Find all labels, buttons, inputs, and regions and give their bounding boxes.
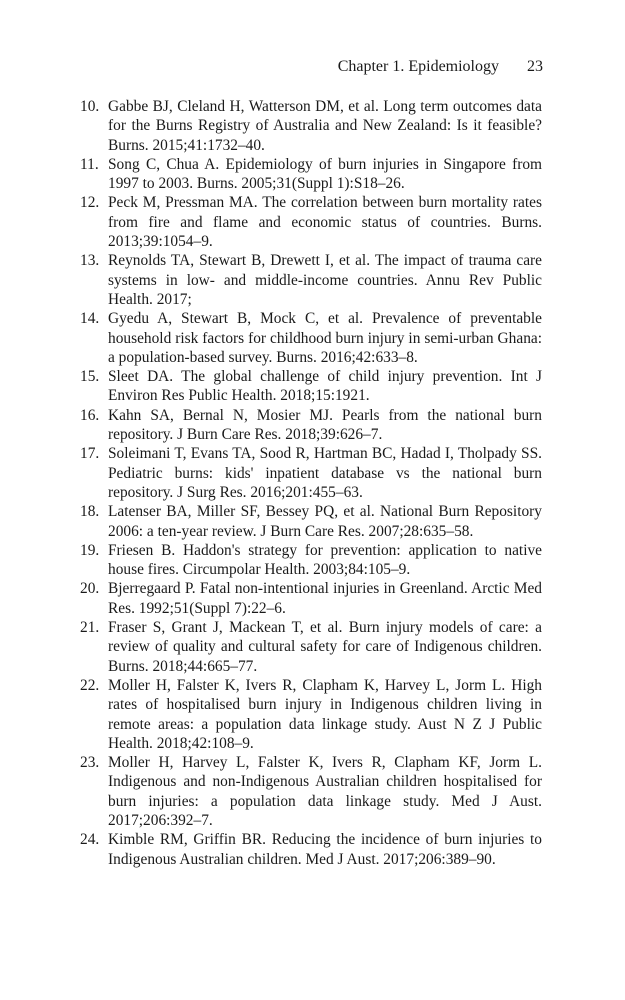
- reference-text: Kimble RM, Griffin BR. Reducing the incidence of burn injuries to Indigenous Australian children. Med J Aust. 2017;206:389–90.: [108, 831, 542, 868]
- reference-item: [80, 830, 542, 869]
- section-title: Epidemiology: [408, 58, 499, 75]
- running-header: [338, 57, 543, 77]
- reference-text: Soleimani T, Evans TA, Sood R, Hartman BC, Hadad I, Tholpady SS. Pediatric burns: kids' inpatient database vs the national burn repository. J Surg Res. 2016;201:455–63.: [108, 445, 542, 501]
- reference-text: Peck M, Pressman MA. The correlation between burn mortality rates from fire and flame and economic status of countries. Burns. 2013;39:1054–9.: [108, 194, 542, 251]
- reference-number: 16.: [80, 406, 100, 424]
- reference-item: [80, 502, 542, 541]
- reference-item: [80, 579, 542, 618]
- reference-text: Kahn SA, Bernal N, Mosier MJ. Pearls from the national burn repository. J Burn Care Res. 2018;39:626–7.: [108, 406, 542, 444]
- reference-text: Reynolds TA, Stewart B, Drewett I, et al. The impact of trauma care systems in low- and middle-income countries. Annu Rev Public Health. 2017;: [108, 252, 542, 308]
- reference-item: [80, 97, 542, 155]
- reference-text: Latenser BA, Miller SF, Bessey PQ, et al. National Burn Repository 2006: a ten-year review. J Burn Care Res. 2007;28:635–58.: [108, 503, 542, 540]
- reference-list: [80, 97, 542, 869]
- reference-number: 10.: [80, 98, 100, 115]
- reference-item: [80, 367, 542, 406]
- reference-number: 23.: [80, 754, 100, 772]
- reference-item: [80, 406, 542, 445]
- reference-number: 17.: [80, 445, 100, 463]
- reference-number: 24.: [80, 831, 100, 849]
- reference-text: Song C, Chua A. Epidemiology of burn injuries in Singapore from 1997 to 2003. Burns. 2005;31(Suppl 1):S18–26.: [108, 155, 542, 193]
- reference-item: [80, 251, 542, 309]
- reference-text: Fraser S, Grant J, Mackean T, et al. Burn injury models of care: a review of quality and cultural safety for care of Indigenous children. Burns. 2018;44:665–77.: [108, 619, 542, 675]
- reference-number: 12.: [80, 194, 100, 212]
- reference-number: 18.: [80, 503, 100, 521]
- reference-item: [80, 193, 542, 251]
- reference-text: Moller H, Falster K, Ivers R, Clapham K, Harvey L, Jorm L. High rates of hospitalised burn injury in Indigenous children living in remote areas: a population data linkage study. Aust N Z J Public Health. 2018;42:108–9.: [108, 676, 542, 752]
- reference-number: 20.: [80, 580, 100, 598]
- reference-item: [80, 676, 542, 753]
- reference-item: [80, 309, 542, 367]
- reference-number: 19.: [80, 541, 100, 559]
- chapter-label: Chapter 1.: [337, 58, 405, 75]
- reference-number: 13.: [80, 252, 100, 270]
- reference-number: 22.: [80, 676, 100, 694]
- page-number: 23: [527, 58, 543, 75]
- reference-text: Friesen B. Haddon's strategy for prevention: application to native house fires. Circumpolar Health. 2003;84:105–9.: [108, 541, 542, 579]
- reference-number: 11.: [80, 155, 99, 173]
- reference-number: 14.: [80, 310, 100, 328]
- reference-text: Gyedu A, Stewart B, Mock C, et al. Prevalence of preventable household risk factors for childhood burn injury in semi-urban Ghana: a population-based survey. Burns. 2016;42:633–8.: [108, 310, 542, 366]
- reference-text: Gabbe BJ, Cleland H, Watterson DM, et al. Long term outcomes data for the Burns Registry of Australia and New Zealand: Is it feasible? Burns. 2015;41:1732–40.: [108, 98, 542, 154]
- reference-text: Moller H, Harvey L, Falster K, Ivers R, Clapham KF, Jorm L. Indigenous and non-Indigenous Australian children hospitalised for burn injuries: a population data linkage study. Med J Aust. 2017;206:392–7.: [108, 754, 542, 829]
- reference-item: [80, 444, 542, 502]
- reference-item: [80, 155, 542, 194]
- reference-number: 21.: [80, 619, 100, 637]
- reference-item: [80, 753, 542, 830]
- reference-number: 15.: [80, 368, 100, 386]
- reference-item: [80, 541, 542, 580]
- reference-item: [80, 618, 542, 676]
- reference-text: Bjerregaard P. Fatal non-intentional injuries in Greenland. Arctic Med Res. 1992;51(Suppl 7):22–6.: [108, 580, 542, 617]
- reference-text: Sleet DA. The global challenge of child injury prevention. Int J Environ Res Public Health. 2018;15:1921.: [108, 368, 542, 405]
